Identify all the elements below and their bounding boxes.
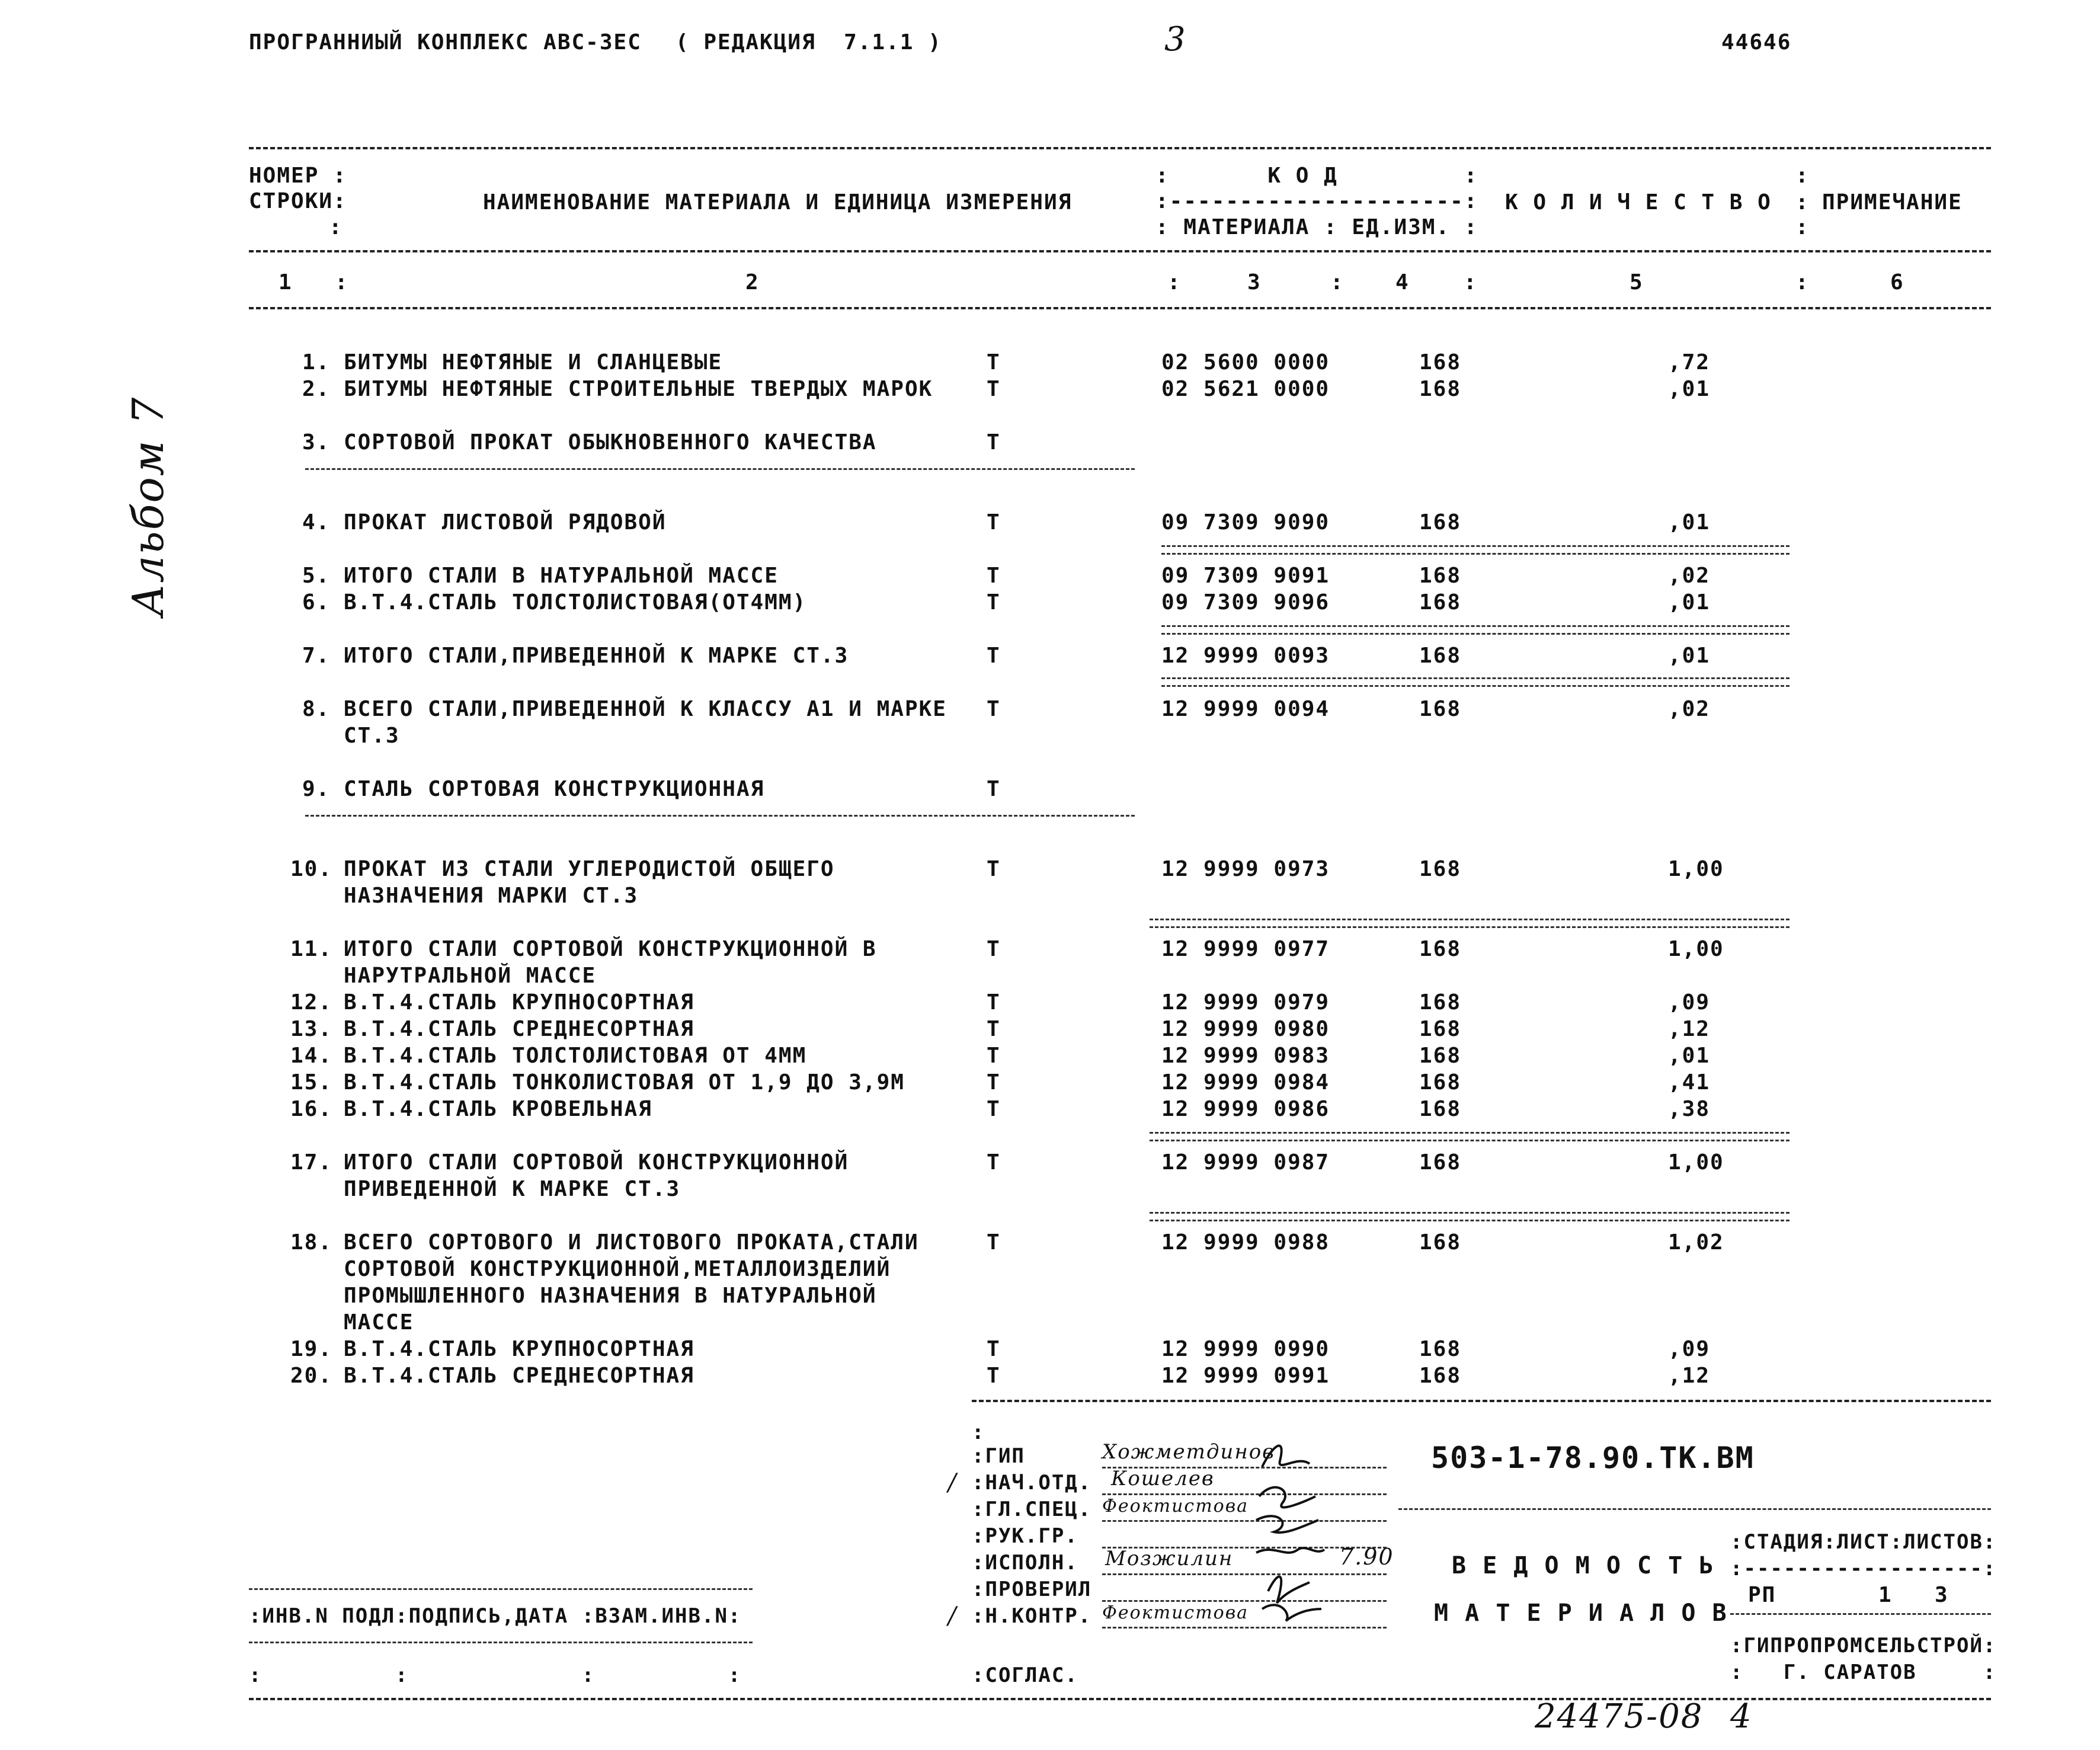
row-13-no: 13. (290, 1017, 333, 1041)
row-2-code: 02 5621 0000 (1161, 377, 1330, 401)
stamp-colons-top: : (972, 1421, 985, 1444)
header-code-mid: :---------------------: (1155, 189, 1478, 213)
stamp-stage-dash: :------------------: (1730, 1557, 1997, 1581)
row-11-name-1: ИТОГО СТАЛИ СОРТОВОЙ КОНСТРУКЦИОННОЙ В (344, 937, 877, 961)
stamp-stage: РП (1748, 1583, 1776, 1607)
col-num-5: 5 (1630, 270, 1644, 295)
row-3-unit: Т (987, 430, 1001, 455)
row-15-ed: 168 (1419, 1070, 1462, 1095)
row-7-code: 12 9999 0093 (1161, 644, 1330, 668)
stamp-sheet: 1 (1878, 1583, 1893, 1607)
total-rule-7 (1161, 677, 1790, 687)
header-note-colon-3: : (1795, 215, 1810, 239)
col-num-colon-3: : (1330, 270, 1344, 295)
row-13-qty: ,12 (1668, 1017, 1711, 1041)
row-5-no: 5. (302, 564, 331, 588)
row-7-name: ИТОГО СТАЛИ,ПРИВЕДЕННОЙ К МАРКЕ СТ.3 (344, 644, 849, 668)
row-10-code: 12 9999 0973 (1161, 857, 1330, 881)
header-note-colon-2: : (1795, 190, 1810, 215)
row-15-code: 12 9999 0984 (1161, 1070, 1330, 1095)
row-19-ed: 168 (1419, 1337, 1462, 1361)
col-num-1: 1 (278, 270, 293, 295)
row-1-qty: ,72 (1668, 350, 1711, 375)
section-rule-3 (305, 468, 1135, 470)
row-7-unit: Т (987, 644, 1001, 668)
stamp-role-gip: :ГИП (972, 1444, 1025, 1468)
row-20-code: 12 9999 0991 (1161, 1364, 1330, 1388)
row-17-name-1: ИТОГО СТАЛИ СОРТОВОЙ КОНСТРУКЦИОННОЙ (344, 1150, 849, 1175)
stamp-role-proveril: :ПРОВЕРИЛ (972, 1578, 1092, 1601)
program-title: ПРОГРАННИЫЙ КОНПЛЕКС АВС-ЗЕС (249, 30, 642, 55)
row-12-qty: ,09 (1668, 990, 1711, 1015)
inv-colons: : : : : (249, 1663, 742, 1687)
row-11-qty: 1,00 (1668, 937, 1724, 961)
row-8-qty: ,02 (1668, 697, 1711, 721)
row-16-name: В.Т.4.СТАЛЬ КРОВЕЛЬНАЯ (344, 1097, 652, 1121)
col-num-2: 2 (745, 270, 760, 295)
row-18-code: 12 9999 0988 (1161, 1230, 1330, 1255)
row-6-no: 6. (302, 590, 331, 615)
inv-top-rule (249, 1588, 753, 1590)
row-17-qty: 1,00 (1668, 1150, 1724, 1175)
col-num-4: 4 (1395, 270, 1410, 295)
stamp-line-3 (1102, 1520, 1387, 1522)
row-4-unit: Т (987, 510, 1001, 535)
row-17-name-2: ПРИВЕДЕННОЙ К МАРКЕ СТ.3 (344, 1177, 681, 1201)
row-19-unit: Т (987, 1337, 1001, 1361)
row-19-name: В.Т.4.СТАЛЬ КРУПНОСОРТНАЯ (344, 1337, 694, 1361)
page-mark: 3 (1164, 20, 1187, 59)
row-7-qty: ,01 (1668, 644, 1711, 668)
row-3-name: СОРТОВОЙ ПРОКАТ ОБЫКНОВЕННОГО КАЧЕСТВА (344, 430, 877, 455)
col-num-colon-4: : (1464, 270, 1478, 295)
row-5-code: 09 7309 9091 (1161, 564, 1330, 588)
col-num-6: 6 (1890, 270, 1904, 295)
header-bottom-rule (249, 307, 1991, 309)
row-14-code: 12 9999 0983 (1161, 1044, 1330, 1068)
stamp-sheets: 3 (1935, 1583, 1949, 1607)
row-4-name: ПРОКАТ ЛИСТОВОЙ РЯДОВОЙ (344, 510, 667, 535)
row-16-no: 16. (290, 1097, 333, 1121)
row-5-unit: Т (987, 564, 1001, 588)
stamp-role-nach-otd: :НАЧ.ОТД. (972, 1471, 1092, 1495)
total-rule-16 (1150, 1132, 1790, 1141)
stamp-line-5 (1102, 1573, 1387, 1575)
col-num-colon-5: : (1795, 270, 1810, 295)
row-15-name: В.Т.4.СТАЛЬ ТОНКОЛИСТОВАЯ ОТ 1,9 ДО 3,9М (344, 1070, 905, 1095)
row-13-code: 12 9999 0980 (1161, 1017, 1330, 1041)
header-note-colon-1: : (1795, 164, 1810, 188)
row-9-unit: Т (987, 777, 1001, 801)
row-19-no: 19. (290, 1337, 333, 1361)
col-num-colon-1: : (335, 270, 349, 295)
row-3-no: 3. (302, 430, 331, 455)
stamp-top-rule (972, 1400, 1991, 1402)
row-6-name: В.Т.4.СТАЛЬ ТОЛСТОЛИСТОВАЯ(ОТ4ММ) (344, 590, 807, 615)
row-6-unit: Т (987, 590, 1001, 615)
stamp-role-ruk-gr: :РУК.ГР. (972, 1524, 1078, 1548)
header-mid-rule (249, 250, 1991, 252)
total-rule-10 (1150, 919, 1790, 928)
row-5-name: ИТОГО СТАЛИ В НАТУРАЛЬНОЙ МАССЕ (344, 564, 779, 588)
row-11-name-2: НАРУТРАЛЬНОЙ МАССЕ (344, 964, 597, 988)
row-2-qty: ,01 (1668, 377, 1711, 401)
album-side-label: Альбом 7 (123, 396, 173, 616)
row-13-name: В.Т.4.СТАЛЬ СРЕДНЕСОРТНАЯ (344, 1017, 694, 1041)
total-rule-4 (1161, 545, 1790, 555)
row-20-unit: Т (987, 1364, 1001, 1388)
stamp-name-gip: Хожметдинов (1102, 1440, 1275, 1464)
row-14-no: 14. (290, 1044, 333, 1068)
header-name: НАИМЕНОВАНИЕ МАТЕРИАЛА И ЕДИНИЦА ИЗМЕРЕНИЯ (483, 190, 1073, 215)
row-9-no: 9. (302, 777, 331, 801)
row-14-name: В.Т.4.СТАЛЬ ТОЛСТОЛИСТОВАЯ ОТ 4ММ (344, 1044, 807, 1068)
col-num-3: 3 (1247, 270, 1262, 295)
row-12-name: В.Т.4.СТАЛЬ КРУПНОСОРТНАЯ (344, 990, 694, 1015)
row-12-ed: 168 (1419, 990, 1462, 1015)
header-code-bottom: : МАТЕРИАЛА : ЕД.ИЗМ. : (1155, 215, 1478, 239)
row-20-name: В.Т.4.СТАЛЬ СРЕДНЕСОРТНАЯ (344, 1364, 694, 1388)
row-17-no: 17. (290, 1150, 333, 1175)
row-10-name-1: ПРОКАТ ИЗ СТАЛИ УГЛЕРОДИСТОЙ ОБЩЕГО (344, 857, 835, 881)
row-8-no: 8. (302, 697, 331, 721)
row-16-ed: 168 (1419, 1097, 1462, 1121)
row-8-code: 12 9999 0094 (1161, 697, 1330, 721)
inv-line: :ИНВ.N ПОДЛ:ПОДПИСЬ,ДАТА :ВЗАМ.ИНВ.N: (249, 1604, 742, 1628)
row-2-no: 2. (302, 377, 331, 401)
header-row-no-3: : (329, 215, 343, 239)
stamp-name-n-kontr: Феоктистова (1102, 1602, 1249, 1623)
row-16-code: 12 9999 0986 (1161, 1097, 1330, 1121)
row-8-unit: Т (987, 697, 1001, 721)
total-rule-17 (1150, 1212, 1790, 1221)
col-num-colon-2: : (1167, 270, 1182, 295)
stamp-code-rule (1398, 1508, 1991, 1510)
row-18-name-1: ВСЕГО СОРТОВОГО И ЛИСТОВОГО ПРОКАТА,СТАЛИ (344, 1230, 919, 1255)
row-1-code: 02 5600 0000 (1161, 350, 1330, 375)
row-19-code: 12 9999 0990 (1161, 1337, 1330, 1361)
row-5-ed: 168 (1419, 564, 1462, 588)
page-bottom-rule (249, 1698, 1991, 1700)
doc-number: 44646 (1721, 30, 1792, 55)
row-16-qty: ,38 (1668, 1097, 1711, 1121)
row-2-unit: Т (987, 377, 1001, 401)
row-20-qty: ,12 (1668, 1364, 1711, 1388)
stamp-name-nach-otd: Кошелев (1111, 1467, 1215, 1490)
stamp-title-line1: В Е Д О М О С Т Ь (1452, 1552, 1715, 1579)
row-18-ed: 168 (1419, 1230, 1462, 1255)
row-18-name-2: СОРТОВОЙ КОНСТРУКЦИОННОЙ,МЕТАЛЛОИЗДЕЛИЙ (344, 1257, 891, 1281)
section-rule-9 (305, 815, 1135, 817)
row-8-name-2: СТ.3 (344, 724, 400, 748)
stamp-role-ispoln: :ИСПОЛН. (972, 1551, 1078, 1575)
row-13-ed: 168 (1419, 1017, 1462, 1041)
stamp-org: :ГИПРОПРОМСЕЛЬСТРОЙ: (1730, 1634, 1997, 1658)
row-10-ed: 168 (1419, 857, 1462, 881)
header-quantity: К О Л И Ч Е С Т В О (1505, 190, 1772, 215)
row-7-no: 7. (302, 644, 331, 668)
row-13-unit: Т (987, 1017, 1001, 1041)
stamp-role-gl-spec: :ГЛ.СПЕЦ. (972, 1498, 1092, 1521)
stamp-margin-mark-1: / (948, 1469, 958, 1496)
stamp-name-gl-spec: Феоктистова (1102, 1496, 1249, 1517)
row-9-name: СТАЛЬ СОРТОВАЯ КОНСТРУКЦИОННАЯ (344, 777, 765, 801)
row-15-unit: Т (987, 1070, 1001, 1095)
row-17-code: 12 9999 0987 (1161, 1150, 1330, 1175)
row-18-name-3: ПРОМЫШЛЕННОГО НАЗНАЧЕНИЯ В НАТУРАЛЬНОЙ (344, 1284, 877, 1308)
row-7-ed: 168 (1419, 644, 1462, 668)
header-row-no-2: СТРОКИ: (249, 189, 347, 213)
footer-handwritten-number: 24475-08 (1535, 1697, 1704, 1736)
table-top-rule (249, 147, 1991, 149)
program-edition: ( РЕДАКЦИЯ 7.1.1 ) (676, 30, 942, 55)
row-16-unit: Т (987, 1097, 1001, 1121)
stamp-name-ispoln: Мозжилин (1105, 1547, 1234, 1570)
row-14-ed: 168 (1419, 1044, 1462, 1068)
header-note: ПРИМЕЧАНИЕ (1822, 190, 1963, 215)
stamp-margin-mark-2: / (948, 1602, 958, 1630)
stamp-role-soglas: :СОГЛАС. (972, 1663, 1078, 1687)
row-10-qty: 1,00 (1668, 857, 1724, 881)
row-19-qty: ,09 (1668, 1337, 1711, 1361)
row-15-qty: ,41 (1668, 1070, 1711, 1095)
row-12-unit: Т (987, 990, 1001, 1015)
row-4-qty: ,01 (1668, 510, 1711, 535)
row-2-name: БИТУМЫ НЕФТЯНЫЕ СТРОИТЕЛЬНЫЕ ТВЕРДЫХ МАРОК (344, 377, 933, 401)
row-6-ed: 168 (1419, 590, 1462, 615)
row-10-no: 10. (290, 857, 333, 881)
row-18-no: 18. (290, 1230, 333, 1255)
row-1-no: 1. (302, 350, 331, 375)
footer-handwritten-page: 4 (1730, 1697, 1753, 1736)
row-11-code: 12 9999 0977 (1161, 937, 1330, 961)
row-4-code: 09 7309 9090 (1161, 510, 1330, 535)
row-8-name-1: ВСЕГО СТАЛИ,ПРИВЕДЕННОЙ К КЛАССУ А1 И МАРКЕ (344, 697, 947, 721)
row-18-unit: Т (987, 1230, 1001, 1255)
row-14-unit: Т (987, 1044, 1001, 1068)
stamp-date: 7.90 (1339, 1544, 1394, 1570)
row-12-code: 12 9999 0979 (1161, 990, 1330, 1015)
row-1-unit: Т (987, 350, 1001, 375)
row-1-name: БИТУМЫ НЕФТЯНЫЕ И СЛАНЦЕВЫЕ (344, 350, 723, 375)
row-5-qty: ,02 (1668, 564, 1711, 588)
row-2-ed: 168 (1419, 377, 1462, 401)
row-11-unit: Т (987, 937, 1001, 961)
signature-scribbles (1250, 1431, 1333, 1633)
total-rule-6 (1161, 625, 1790, 635)
row-10-unit: Т (987, 857, 1001, 881)
stamp-city: : Г. САРАТОВ : (1730, 1661, 1997, 1684)
row-6-qty: ,01 (1668, 590, 1711, 615)
row-11-no: 11. (290, 937, 333, 961)
row-4-ed: 168 (1419, 510, 1462, 535)
stamp-stage-header: :СТАДИЯ:ЛИСТ:ЛИСТОВ: (1730, 1530, 1997, 1554)
stamp-title-line2: М А Т Е Р И А Л О В (1434, 1599, 1728, 1627)
stamp-doc-code: 503-1-78.90.ТК.ВМ (1431, 1441, 1755, 1475)
row-15-no: 15. (290, 1070, 333, 1095)
header-row-no-1: НОМЕР : (249, 164, 347, 188)
row-6-code: 09 7309 9096 (1161, 590, 1330, 615)
row-8-ed: 168 (1419, 697, 1462, 721)
stamp-line-7 (1102, 1627, 1387, 1629)
row-17-ed: 168 (1419, 1150, 1462, 1175)
row-12-no: 12. (290, 990, 333, 1015)
header-code-top: : К О Д : (1155, 164, 1478, 188)
row-17-unit: Т (987, 1150, 1001, 1175)
stamp-role-n-kontr: :Н.КОНТР. (972, 1604, 1092, 1628)
row-10-name-2: НАЗНАЧЕНИЯ МАРКИ СТ.3 (344, 884, 639, 908)
row-18-qty: 1,02 (1668, 1230, 1724, 1255)
row-4-no: 4. (302, 510, 331, 535)
row-20-no: 20. (290, 1364, 333, 1388)
inv-mid-rule (249, 1642, 753, 1643)
stamp-stage-rule (1730, 1613, 1991, 1615)
row-11-ed: 168 (1419, 937, 1462, 961)
row-1-ed: 168 (1419, 350, 1462, 375)
row-14-qty: ,01 (1668, 1044, 1711, 1068)
row-18-name-4: МАССЕ (344, 1310, 414, 1335)
row-20-ed: 168 (1419, 1364, 1462, 1388)
